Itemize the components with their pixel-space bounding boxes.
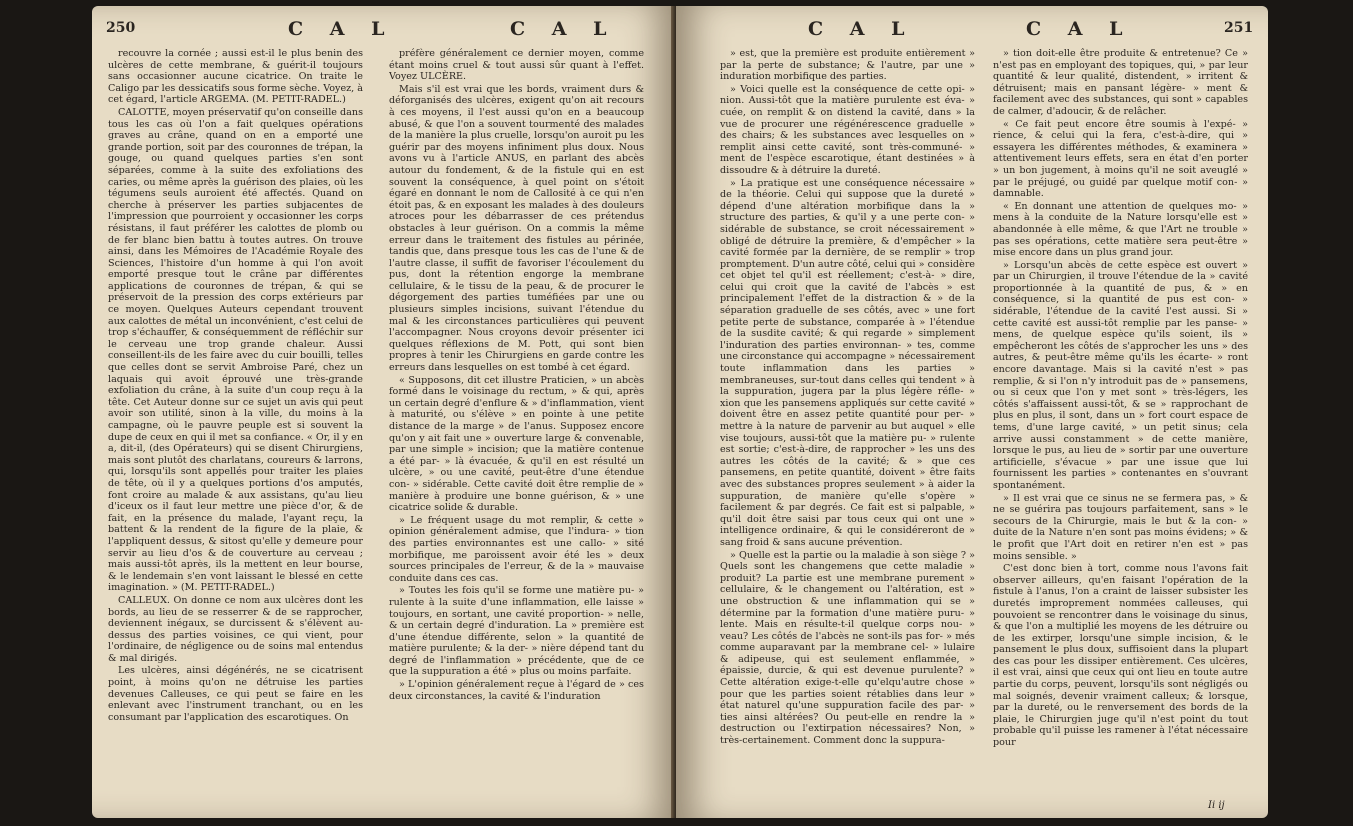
paragraph: « Supposons, dit cet illustre Praticien, » un abcès formé dans le voisinage du rectum, » & qui, après un certain degré d'enflure & » d'inflammation, vient à maturité, ou s'élève » en pointe à une petite distance de la marge » de l'anus. Supposez encore qu'on y ait fait une » ouverture large & convenable, par une simple » incision; que la matière contenue a été par- » là évacuée, & qu'il en est résulté un ulcère, » ou une cavité, peut-être d'une étendue con- » sidérable. Cette cavité doit être remplie de » manière à produire une bonne guérison, & » une cicatrice solide & durable.: [389, 374, 644, 514]
left-running-head-2: C A L: [510, 18, 617, 40]
paragraph: » Lorsqu'un abcès de cette espèce est ouvert » par un Chirurgien, il trouve l'étendue de la » cavité proportionnée à la quantité de pus, & » en conséquence, si la quantité de pus est con- » sidérable, l'étendue de la cavité l'est aussi. Si » cette cavité est aussi-tôt remplie par les panse- » mens, de quelque espèce qu'ils soient, ils » empêcheront les côtés de s'approcher les uns » des autres, & peut-être même qu'ils les écarte- » ront encore davantage. Mais si la cavité n'est » pas remplie, & si l'on n'y introduit pas de » pansemens, ou si ceux que l'on y met sont » très-légers, les côtés s'affaissent aussi-tôt, & se » rapprochant de plus en plus, il sont, dans un » fort court espace de tems, d'une large cavité, » un petit sinus; cela arrive aussi constamment » de cette manière, lorsque le pus, au lieu de » sortir par une ouverture artificielle, s'évacue » par une issue que lui fournissent les parties » contenantes en s'ouvrant spontanément.: [993, 259, 1248, 491]
paragraph: recouvre la cornée ; aussi est-il le plus benin des ulcères de cette membrane, & guérit-il toujours sans occasionner aucune cicatrice. On traite le Caligo par les dessicatifs sous forme sèche. Voyez, à cet égard, l'article ARGEMA. (M. PETIT-RADEL.): [108, 48, 363, 106]
left-running-head-1: C A L: [288, 18, 395, 40]
paragraph: « En donnant une attention de quelques mo- » mens à la conduite de la Nature lorsqu'elle est » abandonnée à elle même, & que l'Art ne trouble » pas ses opérations, cette matière sera peut-être » mise encore dans un plus grand jour.: [993, 200, 1248, 259]
paragraph: » Toutes les fois qu'il se forme une matière pu- » rulente à la suite d'une inflammation, elle laisse » toujours, en sortant, une cavité proportion- » nelle, & un certain degré d'induration. La » première est d'une étendue différente, selon » la quantité de matière purulente; & la der- » nière dépend tant du degré de l'inflammation » précédente, que de ce que la suppuration a été » plus ou moins parfaite.: [389, 585, 644, 678]
paragraph: préfère généralement ce dernier moyen, comme étant moins cruel & tout aussi sûr quant à l'effet. Voyez ULCÈRE.: [389, 48, 644, 83]
paragraph: Les ulcères, ainsi dégénérés, ne se cicatrisent point, à moins qu'on ne détruise les parties devenues Calleuses, ce qui peut se faire en les enlevant avec l'instrument tranchant, ou en les consumant par l'application des escarotiques. On: [108, 665, 363, 723]
paragraph: » La pratique est une conséquence nécessaire » de la théorie. Celui qui suppose que la dureté » dépend d'une altération morbifique dans la » structure des parties, & qu'il y a une perte con- » sidérable de substance, se croit nécessairement » obligé de détruire la première, & d'empêcher » la cavité formée par la dernière, de se remplir » trop promptement. D'un autre côté, celui qui » considère cet objet tel qu'il est réellement; c'est-à- » dire, celui qui croit que la cavité de l'abcès » est principalement l'effet de la distraction & » de la séparation graduelle de ses côtés, avec » une fort petite perte de substance, comparée à » l'étendue de la susdite cavité; & qui regarde » simplement l'induration des parties environnan- » tes, comme une circonstance qui accompagne » nécessairement toute inflammation dans les parties » membraneuses, sur-tout dans celles qui tendent » à la suppuration, jugera par la plus légère réfle- » xion que les pansemens appliqués sur cette cavité » doivent être en assez petite quantité pour per- » mettre à la nature de parvenir au but auquel » elle vise toujours, aussi-tôt que la matière pu- » rulente est sortie; c'est-à-dire, de rapprocher » les uns des autres les côtés de la cavité; & » que ces pansemens, en petite quantité, doivent » être faits avec des substances propres seulement » à aider la suppuration, de manière qu'elle s'opère » facilement & par degrés. Ce fait est si palpable, » qu'il doit être saisi par tous ceux qui ont une » intelligence ordinaire, & qui le considéreront de » sang froid & sans aucune prévention.: [720, 177, 975, 548]
right-page: [676, 6, 1268, 818]
paragraph: CALLEUX. On donne ce nom aux ulcères dont les bords, au lieu de se resserrer & de se rapprocher, deviennent inégaux, se durcissent & s'élèvent au-dessus des parties voisines, ce qui vient, pour l'ordinaire, de négligence ou de soins mal entendus & mal dirigés.: [108, 594, 363, 664]
left-column-2: [389, 48, 644, 812]
right-running-head-2: C A L: [1026, 18, 1133, 40]
paragraph: » Le fréquent usage du mot remplir, & cette » opinion généralement admise, que l'indura- » tion des parties environnantes est une callo- » sité morbifique, me paroissent avoir été les » deux sources principales de l'erreur, & de la » mauvaise conduite dans ces cas.: [389, 514, 644, 584]
signature-mark: Ii ij: [1208, 800, 1225, 811]
paragraph: Mais s'il est vrai que les bords, vraiment durs & déforganisés des ulcères, exigent qu'on ait recours à ces moyens, il l'est aussi qu'on en a beaucoup abusé, & que l'on a souvent tourmenté des malades de la manière la plus cruelle, lorsqu'on auroit pu les guérir par des moyens infiniment plus doux. Nous avons vu à l'article ANUS, en parlant des abcès autour du fondement, & de la fistule qui en est souvent la conséquence, à quel point on s'étoit égaré en donnant le nom de Callosité à ce qui n'en étoit pas, & en exposant les malades à des douleurs atroces pour les débarrasser de ces prétendus obstacles à leur guérison. On a commis la même erreur dans le traitement des fistules au périnée, tandis que, dans presque tous les cas de l'une & de l'autre classe, il suffit de favoriser l'écoulement du pus, dont la rétention engorge la membrane cellulaire, & le tissu de la peau, & de procurer le dégorgement des parties tuméfiées par une ou plusieurs simples incisions, suivant l'étendue du mal & les circonstances particulières qui peuvent l'accompagner. Nous croyons devoir présenter ici quelques réflexions de M. Pott, qui sont bien propres à tenir les Chirurgiens en garde contre les erreurs dans lesquelles on est tombé à cet égard.: [389, 83, 644, 374]
paragraph: » est, que la première est produite entièrement » par la perte de substance; & l'autre, par une » induration morbifique des parties.: [720, 48, 975, 83]
paragraph: C'est donc bien à tort, comme nous l'avons fait observer ailleurs, qu'en faisant l'opération de la fistule à l'anus, l'on a craint de laisser subsister les duretés improprement nommées calleuses, qui pouvoient se rencontrer dans le voisinage du sinus, & que l'on a multiplié les moyens de les détruire ou de les extirper, lorsqu'une simple incision, & le pansement le plus doux, suffisoient dans la plupart des cas pour les dissiper entièrement. Ces ulcères, il est vrai, ainsi que ceux qui ont lieu en toute autre partie du corps, peuvent, lorsqu'ils sont négligés ou mal soignés, devenir vraiment calleux; & lorsque, par la dureté, ou le renversement des bords de la plaie, le Chirurgien juge qu'il n'est point du tout probable qu'il puisse les ramener à l'état nécessaire pour: [993, 563, 1248, 749]
paragraph: « Ce fait peut encore être soumis à l'expé- » rience, & celui qui la fera, c'est-à-dire, qui » essayera les différentes méthodes, & examinera » attentivement leurs effets, sera en état d'en porter » un bon jugement, à moins qu'il ne soit aveuglé » par le préjugé, ou guidé par quelque motif con- » damnable.: [993, 118, 1248, 200]
right-column-1: [720, 48, 975, 812]
paragraph: » Il est vrai que ce sinus ne se fermera pas, » & ne se guérira pas toujours parfaitement, sans » le secours de la Chirurgie, mais le but & la con- » duite de la Nature n'en sont pas moins évidens; » & le profit que l'Art doit en retirer n'en est » pas moins sensible. »: [993, 492, 1248, 562]
right-page-header: [676, 18, 1268, 44]
paragraph: » tion doit-elle être produite & entretenue? Ce » n'est pas en employant des topiques, qui, » par leur quantité & leur qualité, distendent, » irritent & détruisent; mais en pansant légère- » ment & facilement avec des substances, qui sont » capables de calmer, d'adoucir, & de relâcher.: [993, 48, 1248, 117]
paragraph: » Quelle est la partie ou la maladie à son siège ? » Quels sont les changemens que cette maladie » produit? La partie est une membrane purement » cellulaire, & le changement ou l'altération, est » une obstruction & une inflammation qui se » détermine par la formation d'une matière puru- » lente. Mais en résulte-t-il quelque corps nou- » veau? Les côtés de l'abcès ne sont-ils pas for- » més comme auparavant par la membrane cel- » lulaire & adipeuse, qui est seulement enflammée, » épaissie, durcie, & qui est devenue purulente? » Cette altération exige-t-elle qu'elqu'autre chose » pour que les parties soient rétablies dans leur » état naturel qu'une suppuration facile des par- » ties ainsi altérées? Ou peut-elle en rendre la » destruction ou l'extirpation nécessaires? Non, » très-certainement. Comment donc la suppura-: [720, 549, 975, 747]
right-page-number: 251: [1224, 20, 1254, 36]
left-page: [92, 6, 676, 818]
left-column-1: [108, 48, 363, 812]
left-page-number: 250: [106, 20, 136, 36]
left-page-header: [92, 18, 676, 44]
paragraph: CALOTTE, moyen préservatif qu'on conseille dans tous les cas où l'on a fait quelques opérations graves au crâne, quand on en a emporté une grande portion, soit par des couronnes de trépan, la gouge, ou quand quelques parties s'en sont séparées, comme à la suite des exfoliations des caries, ou même après la guérison des plaies, où les tégumens seuls auroient été affectés. Quand on cherche à préserver les parties subjacentes de l'impression que pourroient y occasionner les corps résistans, il faut préférer les calottes de plomb ou de fer blanc bien battu à toutes autres. On trouve ainsi, dans les Mémoires de l'Académie Royale des Sciences, l'histoire d'un homme à qui l'on avoit emporté presque tout le crâne par différentes applications de couronnes de trépan, & qui se préservoit de la pression des corps extérieurs par ce moyen. Quelques Auteurs cependant trouvent aux calottes de métal un inconvénient, c'est celui de trop s'échauffer, & conséquemment de réfléchir sur le cerveau une trop grande chaleur. Aussi conseillent-ils de les faire avec du cuir bouilli, telles que celles dont se servit Ambroise Paré, chez un laquais qui avoit éprouvé une très-grande exfoliation du crâne, à la suite d'un coup reçu à la tête. Cet Auteur donne sur ce sujet un avis qui peut avoir son utilité, sinon à la ville, du moins à la campagne, où le pauvre peuple est si souvent la dupe de ceux en qui il met sa confiance. « Or, il y en a, dit-il, (des Opérateurs) qui se disent Chirurgiens, mais sont plutôt des charlatans, coureurs & larrons, qui, lorsqu'ils sont appellés pour traiter les plaies de tête, où il y a quelques portions d'os amputés, font croire au malade & aux assistans, qu'au lieu d'iceux os il faut leur mettre une pièce d'or, & de fait, en la présence du malade, l'ayant reçu, la battent & la rendent de la figure de la plaie, & l'appliquent dessus, & sitost qu'elle y demeure pour servir au lieu d'os & de couverture au cerveau ; mais aussi-tôt après, ils la mettent en leur bourse, & le lendemain s'en vont laissant le blessé en cette imagination. » (M. PETIT-RADEL.): [108, 106, 363, 594]
paragraph: » Voici quelle est la conséquence de cette opi- » nion. Aussi-tôt que la matière purulente est éva- » cuée, on remplit & on distend la cavité, dans » la vue de procurer une régénérescence graduelle » des chairs; & les substances avec lesquelles on » remplit ainsi cette cavité, sont très-communé- » ment de l'espèce escarotique, étant destinées » à dissoudre & à détruire la dureté.: [720, 83, 975, 176]
paragraph: » L'opinion généralement reçue à l'égard de » ces deux circonstances, la cavité & l'induration: [389, 679, 644, 702]
right-running-head-1: C A L: [808, 18, 915, 40]
right-column-2: [993, 48, 1248, 800]
